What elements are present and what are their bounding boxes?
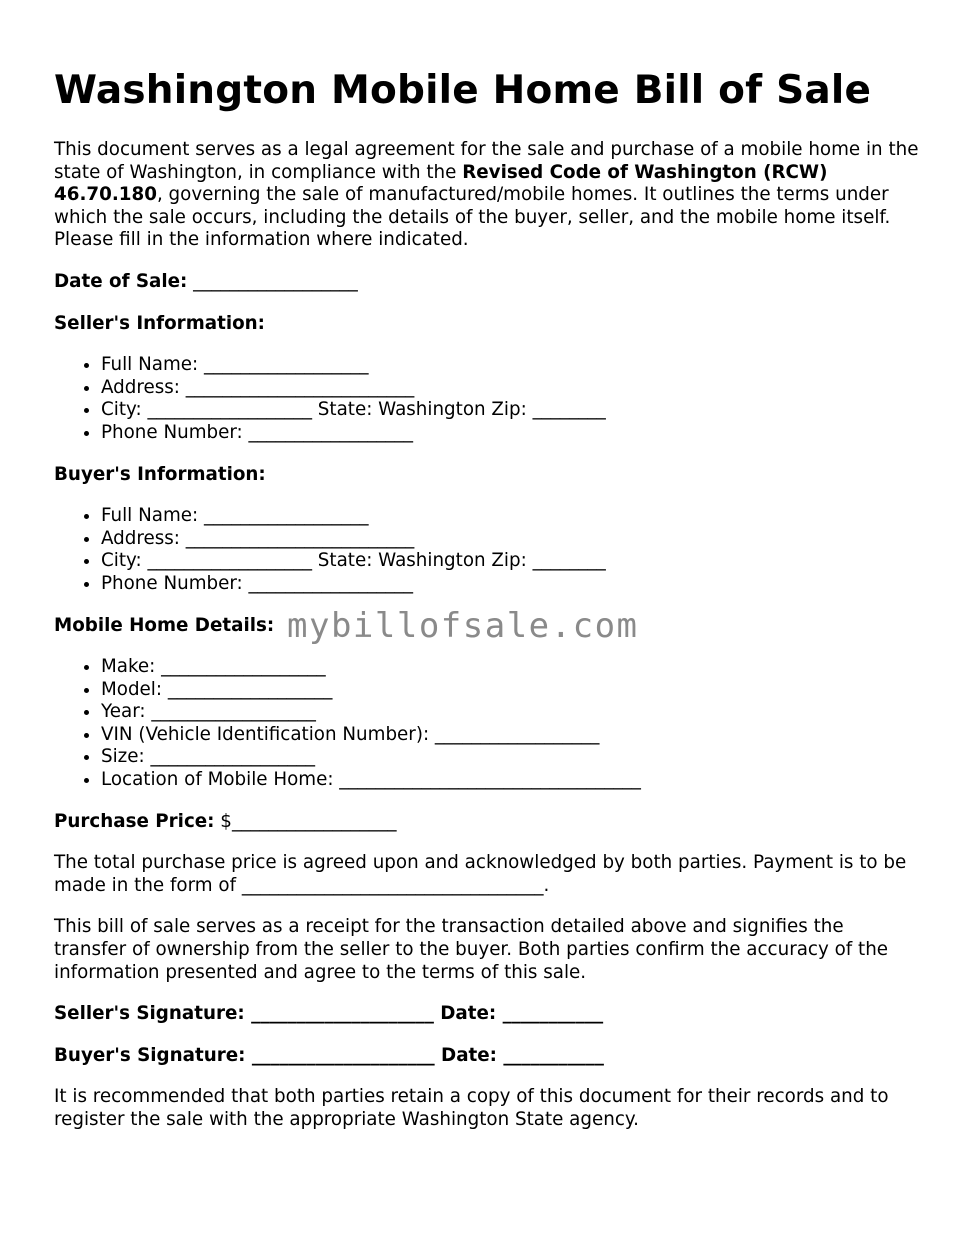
mobile-home-vin: • VIN (Vehicle Identification Number): __________________: [101, 724, 920, 747]
intro-paragraph: [54, 139, 920, 252]
seller-address: • Address: _________________________: [101, 377, 920, 400]
mobile-home-size: • Size: __________________: [101, 746, 920, 769]
buyer-phone: • Phone Number: __________________: [101, 573, 920, 596]
mobile-home-make: • Make: __________________: [101, 656, 920, 679]
watermark-text: mybillofsale.com: [287, 606, 639, 646]
buyer-heading: Buyer's Information:: [54, 463, 266, 485]
seller-full-name: • Full Name: __________________: [101, 354, 920, 377]
purchase-price-blank: $__________________: [214, 810, 397, 832]
buyer-full-name: • Full Name: __________________: [101, 505, 920, 528]
purchase-price-label: Purchase Price:: [54, 810, 215, 832]
receipt-paragraph: This bill of sale serves as a receipt for the transaction detailed above and signifies the transfer of ownership from the seller to the buyer. Both parties confirm the accuracy of the information presented and agree to the terms of this sale.: [54, 916, 889, 983]
intro-text-end: , governing the sale of manufactured/mobile homes. It outlines the terms under which the sale occurs, including the details of the buyer, seller, and the mobile home itself. Please fill in the information where indicated.: [54, 184, 891, 251]
mobile-home-model: • Model: __________________: [101, 679, 920, 702]
mobile-home-location: • Location of Mobile Home: _________________________________: [101, 769, 920, 792]
intro-text-start: This document serves as a legal agreement for the sale and purchase of a mobile home in the state of Washington, in compliance with the: [54, 139, 919, 183]
buyer-address: • Address: _________________________: [101, 528, 920, 551]
date-of-sale-line: [54, 271, 920, 294]
seller-list: [54, 354, 920, 444]
purchase-price-line: [54, 811, 920, 834]
buyer-list: [54, 505, 920, 595]
date-of-sale-blank: __________________: [187, 270, 358, 292]
mobile-home-heading: Mobile Home Details:: [54, 614, 275, 636]
date-of-sale-label: Date of Sale:: [54, 270, 188, 292]
document-page: [54, 66, 920, 1132]
seller-phone: • Phone Number: __________________: [101, 422, 920, 445]
mobile-home-list: [54, 656, 920, 792]
document-title: Washington Mobile Home Bill of Sale: [54, 68, 872, 113]
closing-paragraph: It is recommended that both parties retain a copy of this document for their records and to register the sale with the appropriate Washington State agency.: [54, 1086, 889, 1130]
buyer-signature-line: Buyer's Signature: ____________________ Date: ___________: [54, 1044, 604, 1066]
seller-city-state-zip: • City: __________________ State: Washington Zip: ________: [101, 399, 920, 422]
payment-paragraph: The total purchase price is agreed upon and acknowledged by both parties. Payment is to be made in the form of _________________________________.: [54, 852, 907, 896]
mobile-home-year: • Year: __________________: [101, 701, 920, 724]
seller-signature-line: Seller's Signature: ____________________ Date: ___________: [54, 1003, 604, 1025]
seller-heading: Seller's Information:: [54, 312, 265, 334]
buyer-city-state-zip: • City: __________________ State: Washington Zip: ________: [101, 550, 920, 573]
rcw-reference: Revised Code of Washington (RCW) 46.70.180: [54, 161, 828, 206]
